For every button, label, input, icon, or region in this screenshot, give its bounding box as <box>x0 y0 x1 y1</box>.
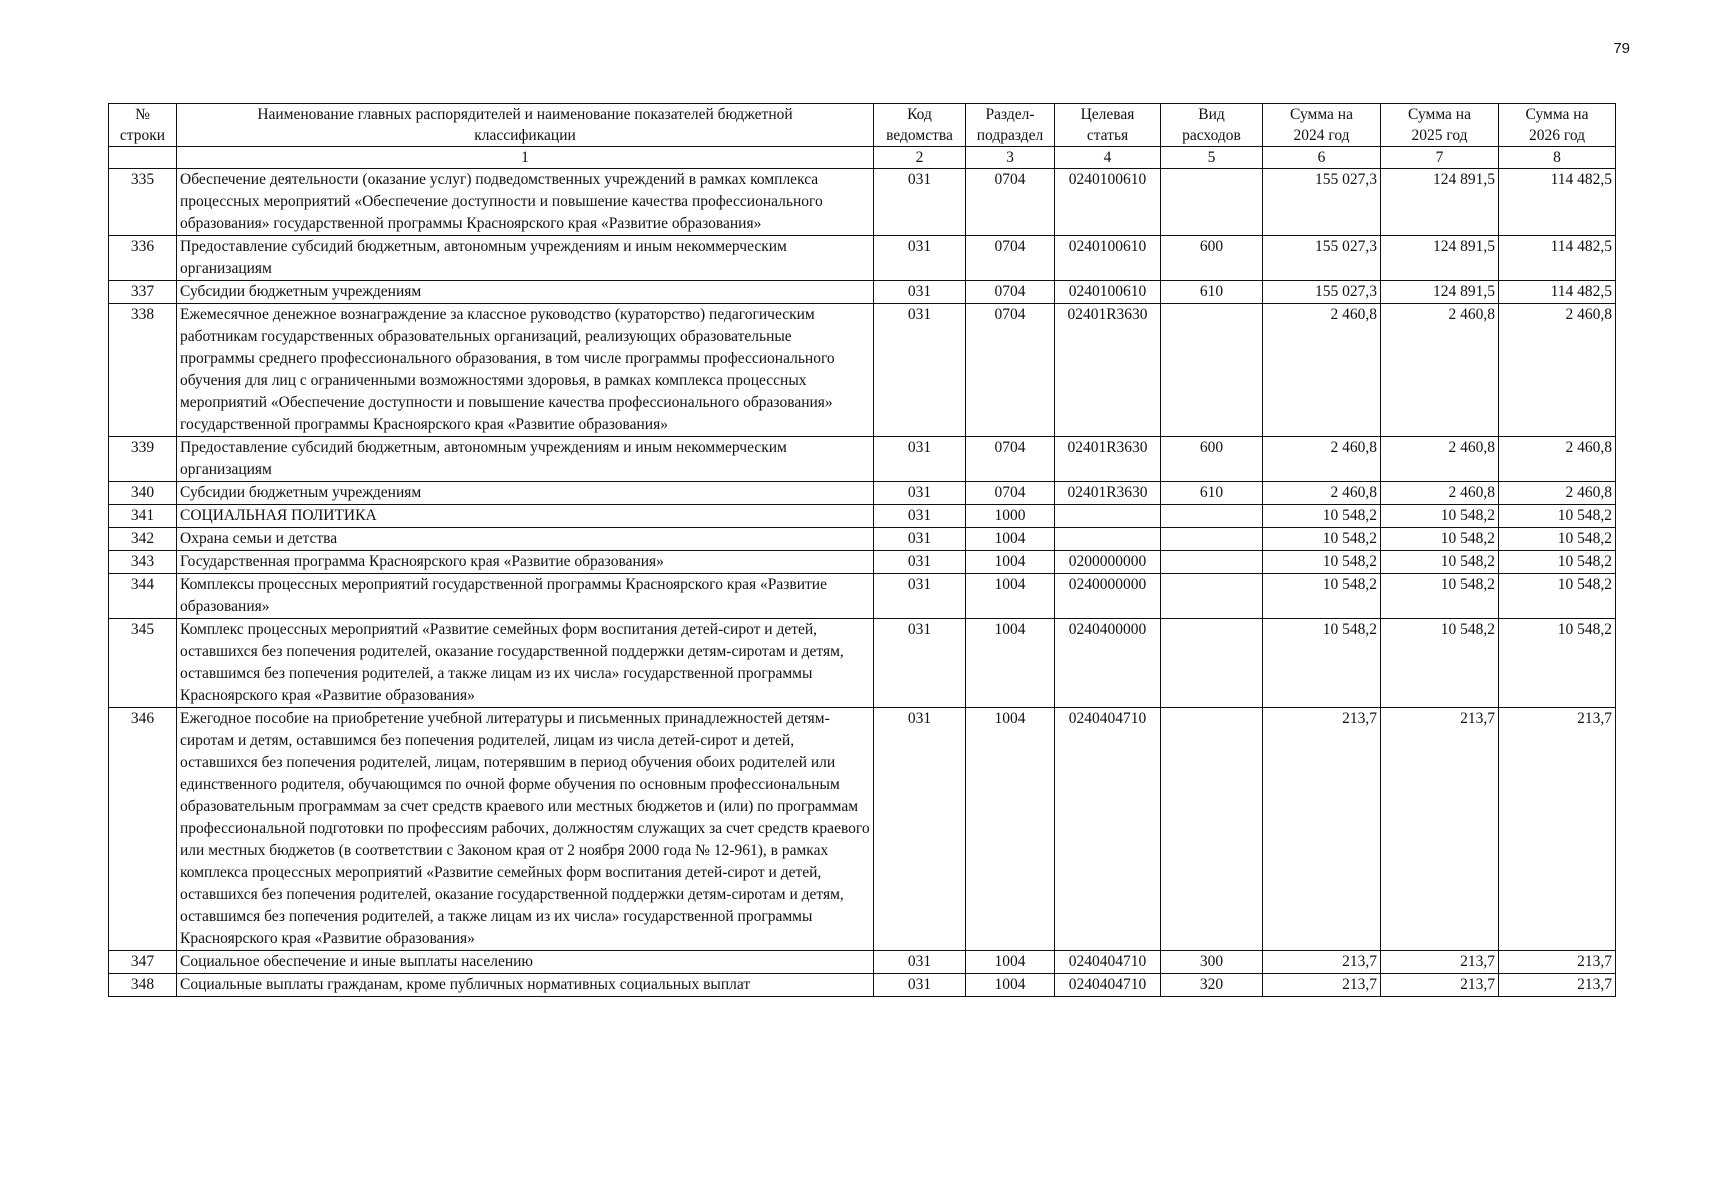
name-cell: Ежегодное пособие на приобретение учебной литературы и письменных принадлежностей детям-сиротам и детям, оставшимся без попечения родителей, лицам из числа детей-сирот и детей, оставшихся без попечения родителей, лицам, потерявшим в период обучения обоих родителей или единственного родителя, обучающимся по очной форме обучения по основным профессиональным образовательным программам за счет средств краевого или местных бюджетов и (или) по программам профессиональной подготовки по профессиям рабочих, должностям служащих за счет средств краевого или местных бюджетов (в соответствии с Законом края от 2 ноября 2000 года № 12-961), в рамках комплекса процессных мероприятий «Развитие семейных форм воспитания детей-сирот и детей, оставшихся без попечения родителей, оказание государственной поддержки детям-сиротам и детям, оставшимся без попечения родителей, а также лицам из их числа» государственной программы Красноярского края «Развитие образования» <box>177 708 874 951</box>
amount-2024-cell: 155 027,3 <box>1263 169 1381 236</box>
department-code-cell: 031 <box>874 169 966 236</box>
table-row <box>109 619 1616 708</box>
table-header <box>109 104 1616 169</box>
expense-type-cell: 320 <box>1161 974 1263 997</box>
column-header-line: Код <box>907 106 932 123</box>
amount-2024-cell: 213,7 <box>1263 708 1381 951</box>
department-code-cell: 031 <box>874 505 966 528</box>
amount-2025-cell: 10 548,2 <box>1381 551 1499 574</box>
amount-2024-cell: 10 548,2 <box>1263 528 1381 551</box>
table-row <box>109 951 1616 974</box>
row-number-cell: 347 <box>109 951 177 974</box>
expense-type-cell <box>1161 304 1263 437</box>
budget-table <box>108 103 1616 997</box>
department-code-cell: 031 <box>874 619 966 708</box>
table-row <box>109 574 1616 619</box>
expense-type-cell: 300 <box>1161 951 1263 974</box>
section-cell: 0704 <box>966 281 1055 304</box>
column-header-line: подраздел <box>976 127 1044 144</box>
column-number: 6 <box>1263 147 1381 169</box>
column-header-line: ведомства <box>886 127 953 144</box>
table-row <box>109 236 1616 281</box>
expense-type-cell <box>1161 708 1263 951</box>
column-header <box>1381 104 1499 147</box>
expense-type-cell <box>1161 619 1263 708</box>
department-code-cell: 031 <box>874 528 966 551</box>
row-number-cell: 348 <box>109 974 177 997</box>
name-cell: Государственная программа Красноярского края «Развитие образования» <box>177 551 874 574</box>
column-header-line: 2024 год <box>1293 127 1350 144</box>
department-code-cell: 031 <box>874 437 966 482</box>
target-article-cell: 02401R3630 <box>1055 437 1161 482</box>
name-cell: Социальные выплаты гражданам, кроме публичных нормативных социальных выплат <box>177 974 874 997</box>
amount-2025-cell: 213,7 <box>1381 951 1499 974</box>
amount-2026-cell: 114 482,5 <box>1499 169 1616 236</box>
column-header <box>1055 104 1161 147</box>
target-article-cell: 0240404710 <box>1055 708 1161 951</box>
column-header <box>1263 104 1381 147</box>
department-code-cell: 031 <box>874 708 966 951</box>
row-number-cell: 337 <box>109 281 177 304</box>
target-article-cell <box>1055 505 1161 528</box>
table-row <box>109 708 1616 951</box>
page-number: 79 <box>1613 40 1630 57</box>
row-number-cell: 338 <box>109 304 177 437</box>
table-row <box>109 505 1616 528</box>
name-cell: Предоставление субсидий бюджетным, автономным учреждениям и иным некоммерческим организациям <box>177 437 874 482</box>
column-header <box>1161 104 1263 147</box>
amount-2026-cell: 114 482,5 <box>1499 236 1616 281</box>
target-article-cell <box>1055 528 1161 551</box>
name-cell: Предоставление субсидий бюджетным, автономным учреждениям и иным некоммерческим организациям <box>177 236 874 281</box>
amount-2026-cell: 2 460,8 <box>1499 482 1616 505</box>
section-cell: 0704 <box>966 304 1055 437</box>
target-article-cell: 0240100610 <box>1055 281 1161 304</box>
name-cell: СОЦИАЛЬНАЯ ПОЛИТИКА <box>177 505 874 528</box>
column-header <box>177 104 874 147</box>
amount-2025-cell: 124 891,5 <box>1381 236 1499 281</box>
expense-type-cell <box>1161 574 1263 619</box>
column-header-line: Сумма на <box>1525 106 1589 123</box>
table-body <box>109 169 1616 997</box>
column-number-row <box>109 147 1616 169</box>
amount-2025-cell: 213,7 <box>1381 708 1499 951</box>
column-header <box>1499 104 1616 147</box>
amount-2025-cell: 2 460,8 <box>1381 304 1499 437</box>
column-number: 7 <box>1381 147 1499 169</box>
column-number: 4 <box>1055 147 1161 169</box>
target-article-cell: 0200000000 <box>1055 551 1161 574</box>
table-row <box>109 281 1616 304</box>
department-code-cell: 031 <box>874 304 966 437</box>
expense-type-cell <box>1161 505 1263 528</box>
amount-2025-cell: 124 891,5 <box>1381 281 1499 304</box>
amount-2026-cell: 114 482,5 <box>1499 281 1616 304</box>
amount-2025-cell: 10 548,2 <box>1381 619 1499 708</box>
header-row <box>109 104 1616 147</box>
row-number-cell: 342 <box>109 528 177 551</box>
row-number-cell: 343 <box>109 551 177 574</box>
column-header-line: Наименование главных распорядителей и наименование показателей бюджетной <box>257 106 793 123</box>
target-article-cell: 0240404710 <box>1055 951 1161 974</box>
name-cell: Субсидии бюджетным учреждениям <box>177 482 874 505</box>
section-cell: 1004 <box>966 708 1055 951</box>
column-header <box>874 104 966 147</box>
section-cell: 1004 <box>966 574 1055 619</box>
expense-type-cell: 610 <box>1161 482 1263 505</box>
expense-type-cell: 600 <box>1161 437 1263 482</box>
column-number: 3 <box>966 147 1055 169</box>
table-row <box>109 528 1616 551</box>
column-header-line: Целевая <box>1080 106 1135 123</box>
amount-2026-cell: 2 460,8 <box>1499 437 1616 482</box>
table-row <box>109 437 1616 482</box>
column-number: 8 <box>1499 147 1616 169</box>
amount-2026-cell: 10 548,2 <box>1499 551 1616 574</box>
amount-2026-cell: 213,7 <box>1499 951 1616 974</box>
section-cell: 0704 <box>966 169 1055 236</box>
department-code-cell: 031 <box>874 236 966 281</box>
amount-2025-cell: 2 460,8 <box>1381 482 1499 505</box>
amount-2025-cell: 124 891,5 <box>1381 169 1499 236</box>
amount-2025-cell: 213,7 <box>1381 974 1499 997</box>
row-number-cell: 335 <box>109 169 177 236</box>
amount-2024-cell: 2 460,8 <box>1263 437 1381 482</box>
amount-2026-cell: 10 548,2 <box>1499 528 1616 551</box>
amount-2026-cell: 2 460,8 <box>1499 304 1616 437</box>
department-code-cell: 031 <box>874 281 966 304</box>
table-row <box>109 551 1616 574</box>
amount-2026-cell: 10 548,2 <box>1499 574 1616 619</box>
column-number <box>109 147 177 169</box>
target-article-cell: 02401R3630 <box>1055 304 1161 437</box>
column-header-line: Раздел- <box>985 106 1035 123</box>
amount-2026-cell: 213,7 <box>1499 974 1616 997</box>
amount-2024-cell: 155 027,3 <box>1263 281 1381 304</box>
column-number: 5 <box>1161 147 1263 169</box>
column-number: 2 <box>874 147 966 169</box>
row-number-cell: 345 <box>109 619 177 708</box>
column-header-line: 2026 год <box>1528 127 1586 144</box>
column-header-line: 2025 год <box>1411 127 1468 144</box>
section-cell: 1004 <box>966 951 1055 974</box>
target-article-cell: 0240000000 <box>1055 574 1161 619</box>
column-header-line: Сумма на <box>1290 106 1353 123</box>
row-number-cell: 341 <box>109 505 177 528</box>
row-number-cell: 339 <box>109 437 177 482</box>
name-cell: Обеспечение деятельности (оказание услуг) подведомственных учреждений в рамках комплекса процессных мероприятий «Обеспечение доступности и повышение качества профессионального образования» государственной программы Красноярского края «Развитие образования» <box>177 169 874 236</box>
section-cell: 1000 <box>966 505 1055 528</box>
row-number-cell: 344 <box>109 574 177 619</box>
section-cell: 1004 <box>966 528 1055 551</box>
table-row <box>109 169 1616 236</box>
column-header-line: Вид <box>1198 106 1225 123</box>
section-cell: 1004 <box>966 974 1055 997</box>
name-cell: Комплекс процессных мероприятий «Развитие семейных форм воспитания детей-сирот и детей, оставшихся без попечения родителей, оказание государственной поддержки детям-сиротам и детям, оставшимся без попечения родителей, а также лицам из их числа» государственной программы Красноярского края «Развитие образования» <box>177 619 874 708</box>
column-header-line: Сумма на <box>1408 106 1471 123</box>
row-number-cell: 336 <box>109 236 177 281</box>
expense-type-cell: 600 <box>1161 236 1263 281</box>
amount-2025-cell: 2 460,8 <box>1381 437 1499 482</box>
section-cell: 0704 <box>966 482 1055 505</box>
department-code-cell: 031 <box>874 974 966 997</box>
amount-2024-cell: 213,7 <box>1263 974 1381 997</box>
amount-2025-cell: 10 548,2 <box>1381 505 1499 528</box>
column-number: 1 <box>177 147 874 169</box>
amount-2025-cell: 10 548,2 <box>1381 528 1499 551</box>
name-cell: Комплексы процессных мероприятий государственной программы Красноярского края «Развитие образования» <box>177 574 874 619</box>
amount-2024-cell: 2 460,8 <box>1263 482 1381 505</box>
amount-2024-cell: 10 548,2 <box>1263 551 1381 574</box>
expense-type-cell <box>1161 169 1263 236</box>
amount-2024-cell: 2 460,8 <box>1263 304 1381 437</box>
department-code-cell: 031 <box>874 574 966 619</box>
amount-2026-cell: 10 548,2 <box>1499 505 1616 528</box>
amount-2026-cell: 213,7 <box>1499 708 1616 951</box>
department-code-cell: 031 <box>874 482 966 505</box>
column-header <box>109 104 177 147</box>
expense-type-cell <box>1161 528 1263 551</box>
section-cell: 0704 <box>966 437 1055 482</box>
column-header-line: расходов <box>1182 127 1241 144</box>
target-article-cell: 02401R3630 <box>1055 482 1161 505</box>
target-article-cell: 0240400000 <box>1055 619 1161 708</box>
amount-2024-cell: 10 548,2 <box>1263 574 1381 619</box>
amount-2025-cell: 10 548,2 <box>1381 574 1499 619</box>
target-article-cell: 0240100610 <box>1055 169 1161 236</box>
column-header-line: № <box>135 106 150 123</box>
amount-2026-cell: 10 548,2 <box>1499 619 1616 708</box>
name-cell: Ежемесячное денежное вознаграждение за классное руководство (кураторство) педагогическим работникам государственных образовательных организаций, реализующих образовательные программы среднего профессионального образования, в том числе программы профессионального обучения для лиц с ограниченными возможностями здоровья, в рамках комплекса процессных мероприятий «Обеспечение доступности и повышение качества профессионального образования» государственной программы Красноярского края «Развитие образования» <box>177 304 874 437</box>
name-cell: Социальное обеспечение и иные выплаты населению <box>177 951 874 974</box>
section-cell: 0704 <box>966 236 1055 281</box>
table-row <box>109 304 1616 437</box>
name-cell: Охрана семьи и детства <box>177 528 874 551</box>
name-cell: Субсидии бюджетным учреждениям <box>177 281 874 304</box>
row-number-cell: 346 <box>109 708 177 951</box>
target-article-cell: 0240100610 <box>1055 236 1161 281</box>
section-cell: 1004 <box>966 551 1055 574</box>
column-header <box>966 104 1055 147</box>
target-article-cell: 0240404710 <box>1055 974 1161 997</box>
expense-type-cell <box>1161 551 1263 574</box>
column-header-line: строки <box>119 127 166 144</box>
table-row <box>109 974 1616 997</box>
section-cell: 1004 <box>966 619 1055 708</box>
department-code-cell: 031 <box>874 951 966 974</box>
department-code-cell: 031 <box>874 551 966 574</box>
column-header-line: классификации <box>474 127 576 144</box>
amount-2024-cell: 213,7 <box>1263 951 1381 974</box>
amount-2024-cell: 155 027,3 <box>1263 236 1381 281</box>
column-header-line: статья <box>1086 127 1129 144</box>
table-row <box>109 482 1616 505</box>
expense-type-cell: 610 <box>1161 281 1263 304</box>
amount-2024-cell: 10 548,2 <box>1263 505 1381 528</box>
row-number-cell: 340 <box>109 482 177 505</box>
amount-2024-cell: 10 548,2 <box>1263 619 1381 708</box>
